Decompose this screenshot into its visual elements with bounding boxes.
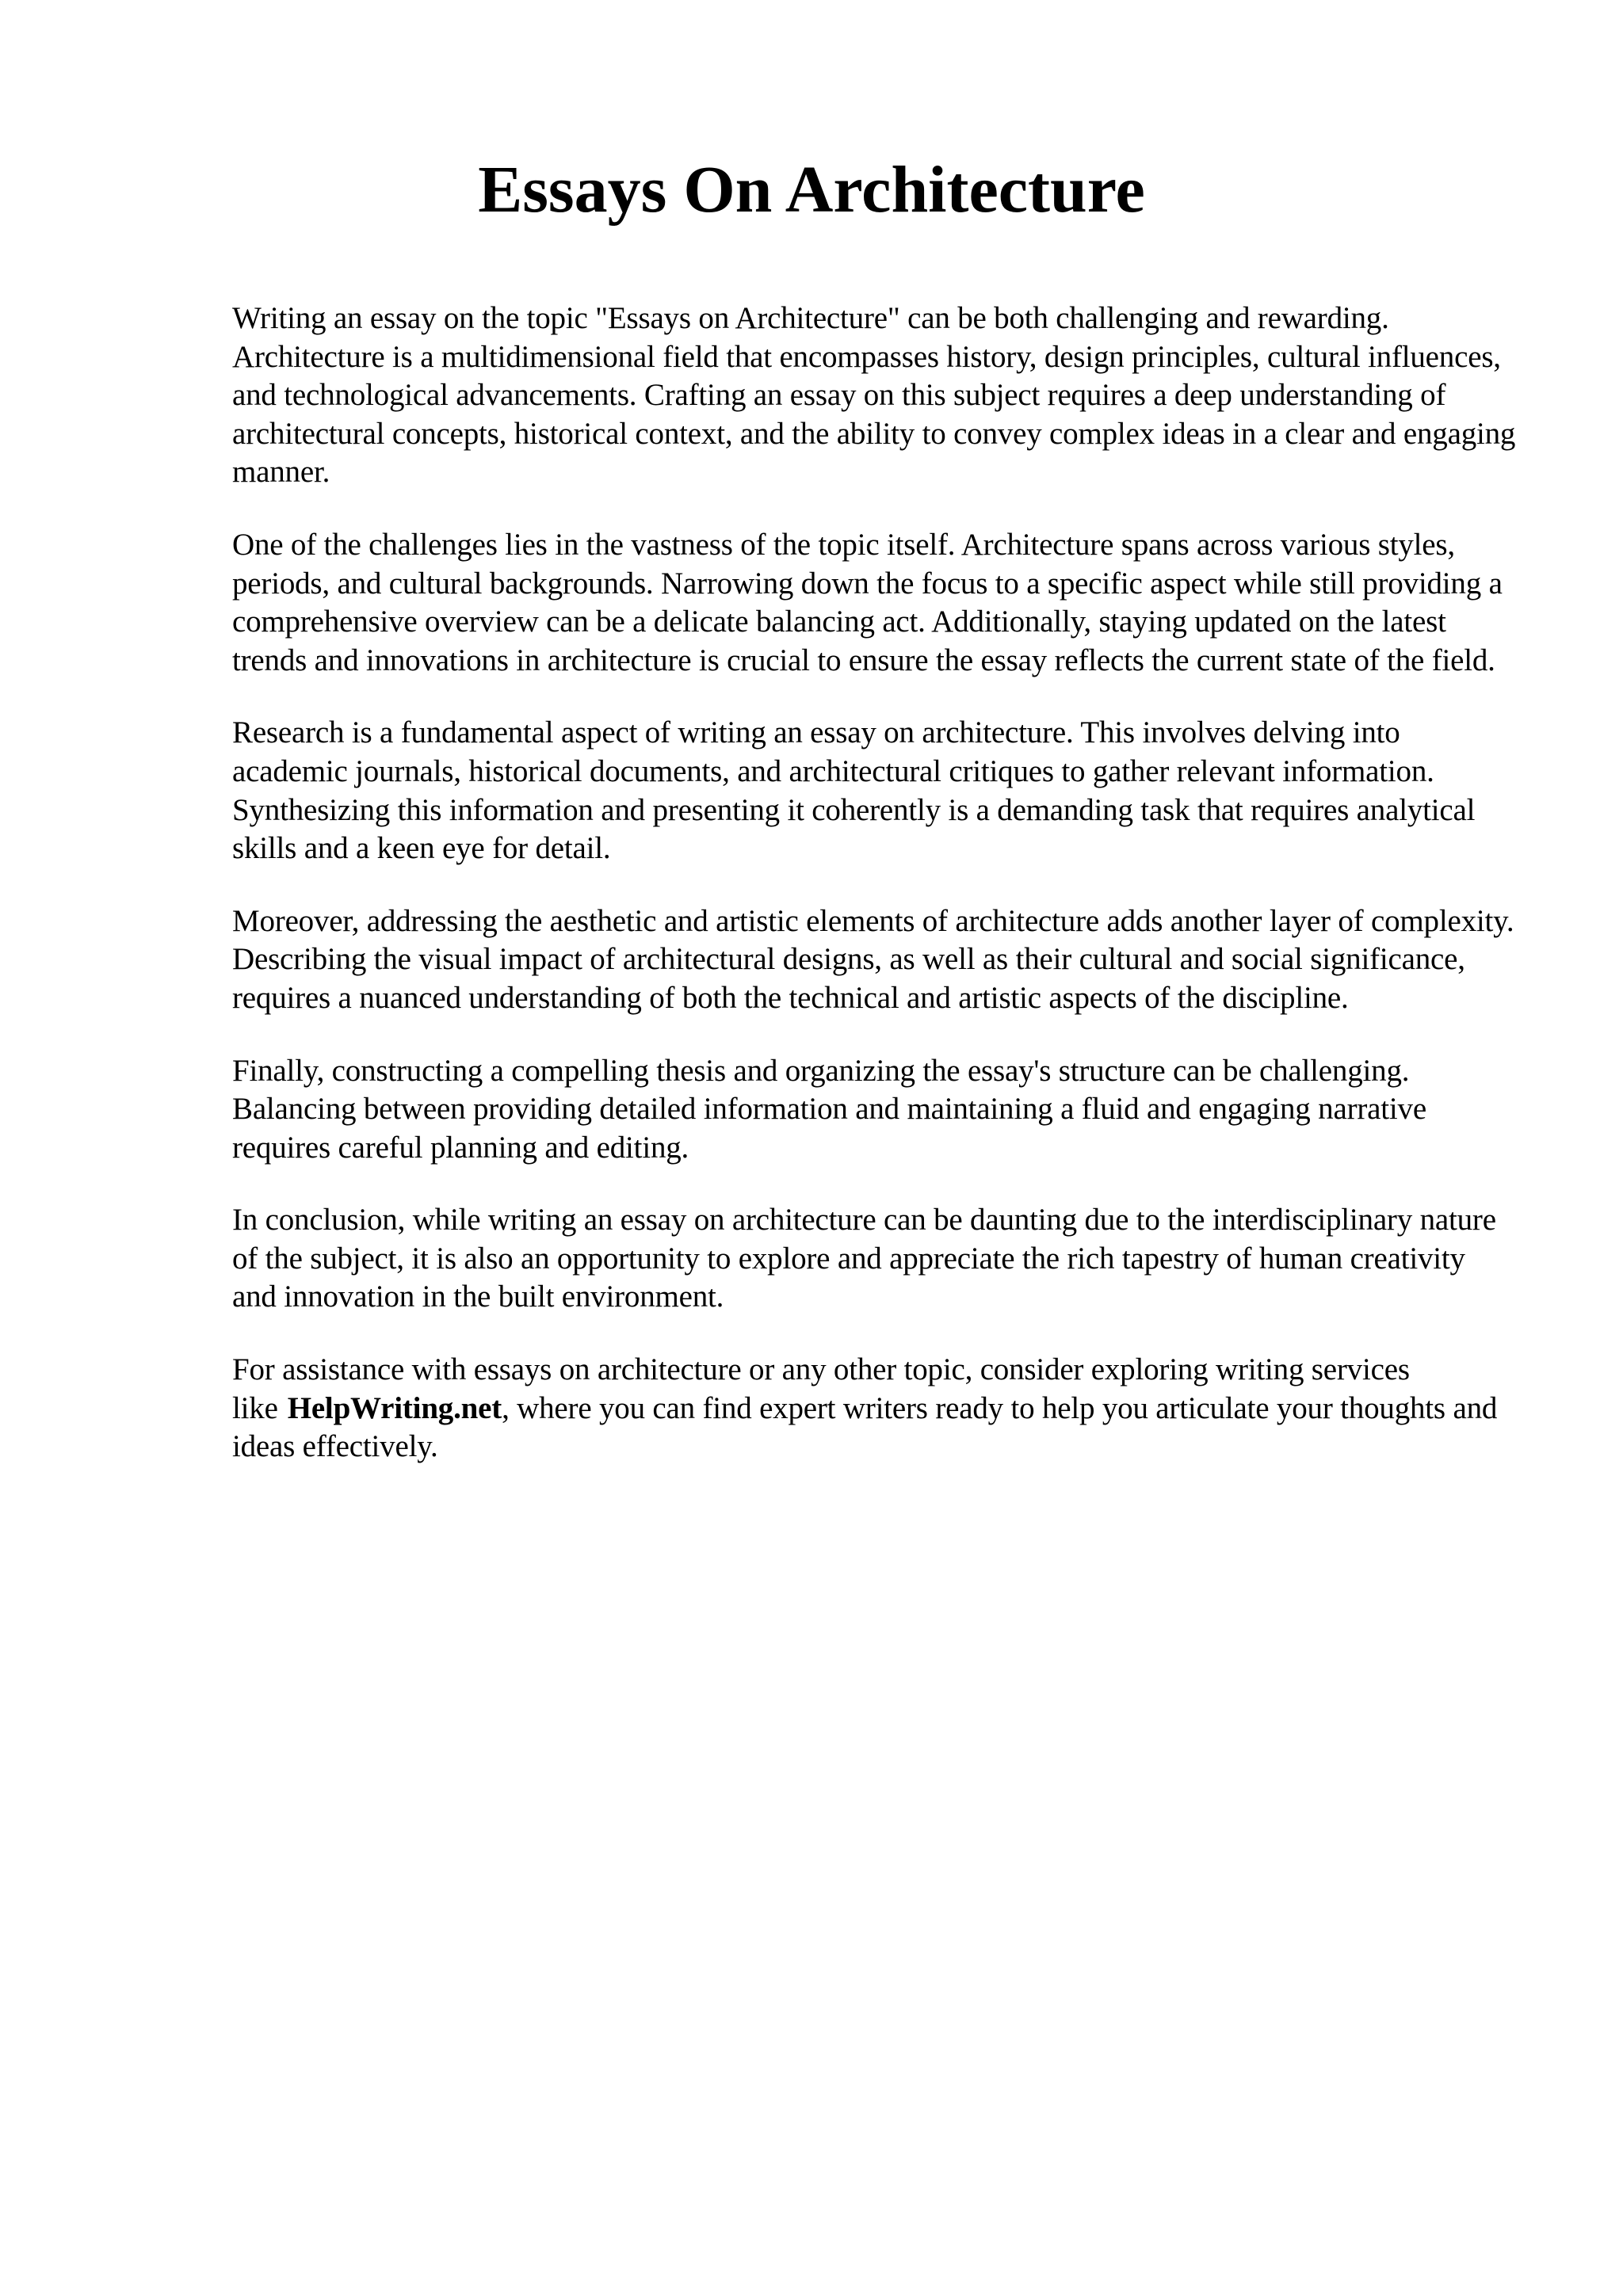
paragraph-3: Research is a fundamental aspect of writing an essay on architecture. This involves delving into academic journals, historical documents, and architectural critiques to gather relevant information. Synthesizing this information and presenting it coherently is a demanding task that requires analytical skills and a keen eye for detail. <box>232 715 1476 866</box>
page-title: Essays On Architecture <box>478 153 1145 227</box>
paragraph-4: Moreover, addressing the aesthetic and artistic elements of architecture adds another layer of complexity. Describing the visual impact of architectural designs, as well as their cultural and social significance, requires a nuanced understanding of both the technical and artistic aspects of the discipline. <box>232 903 1514 1015</box>
paragraph-closing <box>232 1351 1516 1466</box>
paragraph-5: Finally, constructing a compelling thesis and organizing the essay's structure can be challenging. Balancing between providing detailed information and maintaining a fluid and engaging narrative requires careful planning and editing. <box>232 1053 1426 1165</box>
paragraph-2: One of the challenges lies in the vastness of the topic itself. Architecture spans across various styles, periods, and cultural backgrounds. Narrowing down the focus to a specific aspect while still providing a comprehensive overview can be a delicate balancing act. Additionally, staying updated on the latest trends and innovations in architecture is crucial to ensure the essay reflects the current state of the field. <box>232 527 1503 677</box>
paragraph-1: Writing an essay on the topic "Essays on Architecture" can be both challenging and rewarding. Architecture is a multidimensional field that encompasses history, design principles, cultural influences, and technological advancements. Crafting an essay on this subject requires a deep understanding of architectural concepts, historical context, and the ability to convey complex ideas in a clear and engaging manner. <box>232 301 1516 490</box>
paragraph-6: In conclusion, while writing an essay on architecture can be daunting due to the interdisciplinary nature of the subject, it is also an opportunity to explore and appreciate the rich tapestry of human creativity and innovation in the built environment. <box>232 1203 1496 1314</box>
closing-text-before: For assistance with essays on architecture or any other topic, consider exploring writing services like <box>232 1352 1410 1425</box>
essay-body <box>232 299 1516 1501</box>
helpwriting-link[interactable]: HelpWriting.net <box>287 1390 502 1425</box>
closing-text-after: , where you can find expert writers ready to help you articulate your thoughts and ideas effectively. <box>232 1390 1498 1464</box>
